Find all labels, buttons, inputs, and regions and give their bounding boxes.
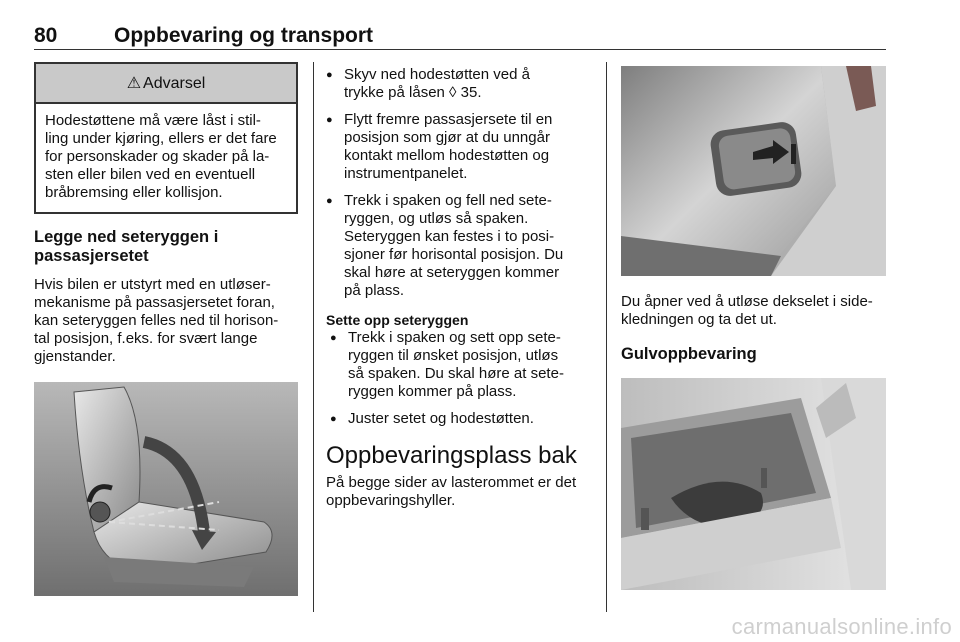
warning-line: ling under kjøring, ellers er det fare bbox=[45, 130, 277, 147]
warning-box bbox=[34, 62, 298, 214]
list-item: ● Juster setet og hodestøtten. bbox=[330, 410, 588, 428]
warning-line: Hodestøttene må være låst i stil- bbox=[45, 112, 261, 129]
list-item: ● Flytt fremre passasjersete til en posisjon som gjør at du unngår kontakt mellom hodestøtten og instrumentpanelet. bbox=[326, 111, 588, 183]
section-paragraph-fold-seat: Hvis bilen er utstyrt med en utløser- mekanisme på passasjersetet foran, kan seteryggen felles ned til horison- tal posisjon, f.eks. for svært lange gjenstander. bbox=[34, 276, 279, 365]
warning-line: sten eller bilen ved en eventuell bbox=[45, 166, 256, 183]
watermark: carmanualsonline.info bbox=[731, 614, 952, 639]
list-item: ● Trekk i spaken og fell ned sete- ryggen, og utløs så spaken. Seteryggen kan festes i to posi- sjoner før horisontal posisjon. Du skal høre at seteryggen kommer på plass. bbox=[326, 192, 588, 300]
page-header bbox=[34, 24, 886, 50]
column-divider-1 bbox=[313, 62, 314, 612]
warning-line: for personskader og skader på la- bbox=[45, 148, 270, 165]
column-1 bbox=[34, 62, 298, 596]
list-item: ● Skyv ned hodestøtten ved å trykke på låsen ◊ 35. bbox=[326, 66, 588, 102]
subheading-raise-seat: Sette opp seteryggen bbox=[326, 312, 469, 328]
section-paragraph-rear-storage: På begge sider av lasterommet er det oppbevaringshyller. bbox=[326, 474, 577, 509]
section-heading-fold-seat: Legge ned seteryggen i passasjersetet bbox=[34, 228, 219, 265]
seat-folding-illustration bbox=[34, 382, 298, 596]
photo-caption: Du åpner ved å utløse dekselet i side- kledningen og ta det ut. bbox=[621, 293, 873, 328]
warning-text bbox=[36, 104, 296, 212]
page-number: 80 bbox=[34, 24, 58, 47]
column-3 bbox=[621, 66, 886, 590]
floor-storage-photo bbox=[621, 378, 886, 590]
warning-header bbox=[36, 64, 296, 104]
list-item: ● Trekk i spaken og sett opp sete- ryggen til ønsket posisjon, utløs så spaken. Du skal høre at sete- ryggen kommer på plass. bbox=[330, 329, 588, 401]
bullet-list-raise bbox=[330, 329, 588, 428]
page-title: Oppbevaring og transport bbox=[114, 24, 374, 47]
section-heading-rear-storage: Oppbevaringsplass bak bbox=[326, 442, 577, 469]
warning-line: bråbremsing eller kollisjon. bbox=[45, 184, 223, 201]
column-2 bbox=[326, 66, 588, 510]
column-divider-2 bbox=[606, 62, 607, 612]
section-heading-floor-storage: Gulvoppbevaring bbox=[621, 345, 757, 363]
warning-title: Advarsel bbox=[143, 75, 206, 92]
warning-triangle-icon: ⚠ bbox=[126, 75, 142, 92]
side-storage-photo bbox=[621, 66, 886, 276]
bullet-list-fold bbox=[326, 66, 588, 300]
